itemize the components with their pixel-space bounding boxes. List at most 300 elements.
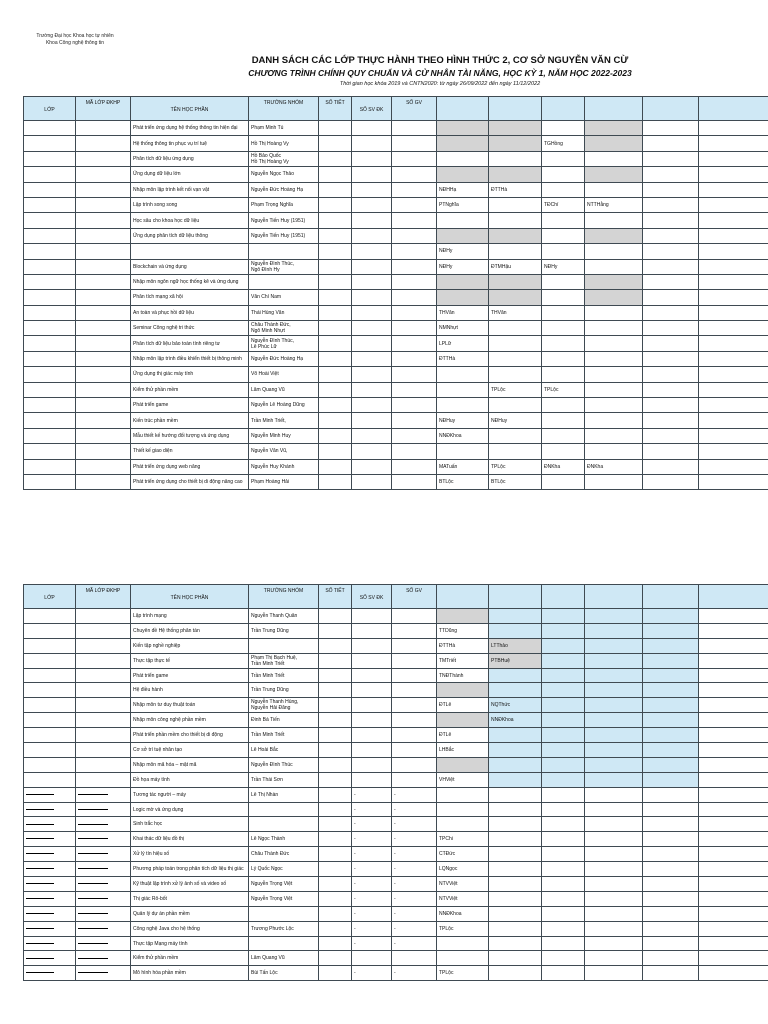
teacher-cell [542,428,585,443]
leader-cell: Nguyễn Thanh Quân [249,609,319,624]
teacher-cell [699,832,768,847]
class-code-cell [76,197,131,212]
students-cell [352,668,392,683]
table-row [24,653,768,668]
periods-cell [319,459,352,474]
teacher-cell [437,936,489,951]
teachers-count-cell [392,459,437,474]
subject-cell: An toàn và phục hồi dữ liệu [131,305,249,320]
class-code-cell [76,182,131,197]
periods-cell [319,121,352,136]
table-row [24,413,768,428]
table-row [24,757,768,772]
teachers-count-cell [392,305,437,320]
periods-cell [319,847,352,862]
teacher-cell [643,382,699,397]
class-cell [24,787,76,802]
teacher-cell [699,244,768,259]
header-gv-col [437,97,489,121]
teachers-count-cell: - [392,862,437,877]
students-cell: - [352,862,392,877]
table-row [24,623,768,638]
teacher-cell [437,951,489,966]
table-row [24,428,768,443]
teacher-cell [542,698,585,713]
teacher-cell [643,428,699,443]
subject-cell: Phát triển ứng dụng cho thiết bị di động nâng cao [131,474,249,489]
leader-cell [249,274,319,289]
teacher-cell [489,787,542,802]
table-row [24,474,768,489]
teacher-cell [437,713,489,728]
teacher-cell [437,444,489,459]
teacher-cell: NQThức [489,698,542,713]
teachers-count-cell [392,638,437,653]
teacher-cell [643,413,699,428]
teacher-cell [542,623,585,638]
subject-cell: Kiến tập nghề nghiệp [131,638,249,653]
class-code-cell [76,921,131,936]
teacher-cell: ĐTTHà [437,351,489,366]
periods-cell [319,921,352,936]
teacher-cell: NĐHy [437,244,489,259]
teacher-cell: ĐNKha [585,459,643,474]
teacher-cell [643,832,699,847]
teacher-cell [585,951,643,966]
teacher-cell [643,698,699,713]
teacher-cell [437,367,489,382]
students-cell [352,151,392,166]
header-note-col [699,585,768,609]
class-code-cell [76,668,131,683]
leader-cell: Nguyễn Huy Khánh [249,459,319,474]
table-row [24,274,768,289]
teacher-cell: TPLộc [437,966,489,981]
table-row [24,151,768,166]
class-code-cell [76,951,131,966]
students-cell [352,683,392,698]
teacher-cell [542,638,585,653]
teacher-cell [699,228,768,243]
teacher-cell: NĐHuy [489,413,542,428]
teacher-cell [643,228,699,243]
students-cell: - [352,847,392,862]
class-cell [24,367,76,382]
class-cell [24,877,76,892]
subject-cell: Hệ điều hành [131,683,249,698]
leader-cell [249,936,319,951]
table-row [24,244,768,259]
table-row [24,891,768,906]
periods-cell [319,802,352,817]
teacher-cell [585,832,643,847]
teacher-cell [585,817,643,832]
students-cell [352,259,392,274]
leader-cell: Trần Trung Dũng [249,623,319,638]
teacher-cell [699,167,768,182]
table-row [24,305,768,320]
teacher-cell [643,336,699,351]
teachers-count-cell: - [392,936,437,951]
leader-cell: Võ Hoài Việt [249,367,319,382]
teacher-cell [489,244,542,259]
teacher-cell [585,228,643,243]
teachers-count-cell [392,474,437,489]
subject-cell: Sinh trắc học [131,817,249,832]
teacher-cell [643,653,699,668]
header-gv-col [643,97,699,121]
students-cell [352,713,392,728]
teacher-cell: ĐTTHà [437,638,489,653]
class-code-cell [76,743,131,758]
subject-cell: Phát triển game [131,668,249,683]
class-code-cell [76,459,131,474]
class-code-cell [76,698,131,713]
table-row [24,772,768,787]
class-cell [24,228,76,243]
students-cell: - [352,817,392,832]
subject-cell: Thực tập thực tế [131,653,249,668]
teacher-cell [699,802,768,817]
class-code-cell [76,638,131,653]
teacher-cell [643,638,699,653]
students-cell [352,244,392,259]
class-cell [24,259,76,274]
periods-cell [319,936,352,951]
leader-cell: Bùi Tấn Lộc [249,966,319,981]
header-teachers: SỐ GV [392,97,437,121]
class-cell [24,772,76,787]
subject-cell: Ứng dụng phân tích dữ liệu thông [131,228,249,243]
class-code-cell [76,787,131,802]
students-cell [352,228,392,243]
teacher-cell [585,698,643,713]
teacher-cell [699,398,768,413]
class-code-cell [76,244,131,259]
class-cell [24,197,76,212]
leader-cell: Nguyễn Đình Thúc [249,757,319,772]
subject-cell: Thực tập Mạng máy tính [131,936,249,951]
dash-mark [78,853,108,854]
teacher-cell [437,167,489,182]
class-code-cell [76,382,131,397]
teacher-cell [699,668,768,683]
table-row [24,817,768,832]
dash-mark [26,809,54,810]
class-code-cell [76,757,131,772]
subject-cell: Khai thác dữ liệu đồ thị [131,832,249,847]
class-cell [24,638,76,653]
students-cell [352,444,392,459]
teachers-count-cell [392,290,437,305]
teachers-count-cell [392,367,437,382]
teacher-cell: ĐTLê [437,728,489,743]
teacher-cell [585,413,643,428]
teachers-count-cell [392,228,437,243]
subject-cell: Chuyên đề Hệ thống phân tán [131,623,249,638]
teacher-cell: NTVViệt [437,891,489,906]
teacher-cell [489,321,542,336]
teacher-cell [542,862,585,877]
class-cell [24,891,76,906]
leader-cell [249,817,319,832]
periods-cell [319,336,352,351]
teacher-cell [643,259,699,274]
teachers-count-cell [392,167,437,182]
table-row [24,877,768,892]
teacher-cell [585,847,643,862]
teacher-cell [585,921,643,936]
teacher-cell: NĐHy [437,259,489,274]
document-schedule-note: Thời gian học khóa 2019 và CNTN2020: từ ngày 26/09/2022 đến ngày 11/12/2022 [339,81,541,87]
teacher-cell [437,757,489,772]
class-code-cell [76,274,131,289]
teacher-cell [437,151,489,166]
periods-cell [319,213,352,228]
teachers-count-cell: - [392,921,437,936]
teacher-cell [585,213,643,228]
subject-cell: Kỹ thuật lập trình xử lý ảnh số và video số [131,877,249,892]
students-cell [352,728,392,743]
class-code-cell [76,623,131,638]
periods-cell [319,305,352,320]
dash-mark [78,928,108,929]
teacher-cell: VHViệt [437,772,489,787]
class-code-cell [76,906,131,921]
teacher-cell [585,474,643,489]
table-row [24,951,768,966]
teacher-cell [542,213,585,228]
teacher-cell [699,321,768,336]
teacher-cell: TNĐThành [437,668,489,683]
teacher-cell [699,367,768,382]
class-code-cell [76,817,131,832]
table-row [24,906,768,921]
dash-mark [26,794,54,795]
class-cell [24,832,76,847]
teacher-cell [542,228,585,243]
teacher-cell [489,367,542,382]
class-cell [24,213,76,228]
header-gv-col [643,585,699,609]
leader-cell: Trần Minh Triết [249,728,319,743]
table-row [24,728,768,743]
teacher-cell [489,966,542,981]
class-cell [24,459,76,474]
teacher-cell [542,290,585,305]
teacher-cell [542,802,585,817]
teacher-cell [437,817,489,832]
teacher-cell [585,638,643,653]
class-code-cell [76,413,131,428]
periods-cell [319,668,352,683]
teacher-cell [542,398,585,413]
header-periods: SỐ TIẾT [319,97,352,121]
students-cell [352,951,392,966]
periods-cell [319,290,352,305]
teacher-cell [542,351,585,366]
leader-cell: Lê Thị Nhàn [249,787,319,802]
teacher-cell: NNĐKhoa [437,428,489,443]
students-cell [352,197,392,212]
teacher-cell: NĐHHạ [437,182,489,197]
teacher-cell [489,877,542,892]
teacher-cell [585,290,643,305]
students-cell [352,638,392,653]
teacher-cell [643,151,699,166]
teacher-cell [489,428,542,443]
teacher-cell [489,213,542,228]
dash-mark [78,809,108,810]
teacher-cell [542,609,585,624]
teacher-cell [437,802,489,817]
subject-cell: Phương pháp toán trong phân tích dữ liệu thị giác [131,862,249,877]
teacher-cell [542,305,585,320]
students-cell [352,623,392,638]
class-cell [24,862,76,877]
subject-cell: Mẫu thiết kế hướng đối tượng và ứng dụng [131,428,249,443]
leader-cell: Nguyễn Trọng Việt [249,891,319,906]
class-cell [24,936,76,951]
dash-mark [26,943,54,944]
teacher-cell [643,921,699,936]
teacher-cell [542,787,585,802]
leader-cell [249,802,319,817]
class-code-cell [76,891,131,906]
teachers-count-cell [392,772,437,787]
teacher-cell: PTNghĩa [437,197,489,212]
leader-cell: Trương Phước Lộc [249,921,319,936]
teacher-cell [643,772,699,787]
class-code-cell [76,336,131,351]
teacher-cell [699,305,768,320]
table-row [24,367,768,382]
class-code-cell [76,398,131,413]
teachers-count-cell [392,351,437,366]
teacher-cell [643,668,699,683]
students-cell [352,121,392,136]
teacher-cell [699,698,768,713]
students-cell: - [352,921,392,936]
teachers-count-cell [392,623,437,638]
document-subtitle: CHƯƠNG TRÌNH CHÍNH QUY CHUẨN VÀ CỬ NHÂN TÀI NĂNG, HỌC KỲ 1, NĂM HỌC 2022-2023 [248,68,632,78]
teachers-count-cell [392,244,437,259]
header-class-code: MÃ LỚP ĐKHP [76,97,131,121]
periods-cell [319,743,352,758]
class-cell [24,847,76,862]
class-code-cell [76,444,131,459]
class-cell [24,274,76,289]
class-cell [24,906,76,921]
students-cell [352,136,392,151]
teacher-cell: CTĐức [437,847,489,862]
periods-cell [319,951,352,966]
subject-cell: Nhập môn ngôn ngữ học thống kê và ứng dụng [131,274,249,289]
leader-cell: Phạm Minh Tú [249,121,319,136]
periods-cell [319,623,352,638]
teacher-cell: BTLộc [437,474,489,489]
table-row [24,713,768,728]
table-row [24,444,768,459]
teacher-cell [585,966,643,981]
teachers-count-cell: - [392,817,437,832]
teacher-cell [699,743,768,758]
teacher-cell [699,382,768,397]
teacher-cell [699,683,768,698]
table-row [24,398,768,413]
teacher-cell [699,906,768,921]
periods-cell [319,772,352,787]
subject-cell: Nhập môn lập trình kết nối vạn vật [131,182,249,197]
teacher-cell [585,668,643,683]
teacher-cell [643,728,699,743]
header-class: LỚP [24,97,76,121]
teacher-cell [643,683,699,698]
class-code-cell [76,290,131,305]
table-row [24,290,768,305]
table-row [24,668,768,683]
teachers-count-cell [392,151,437,166]
teacher-cell: THVăn [437,305,489,320]
teacher-cell [699,772,768,787]
teacher-cell [489,351,542,366]
subject-cell: Mô hình hóa phần mềm [131,966,249,981]
subject-cell: Cơ sở trí tuệ nhân tạo [131,743,249,758]
teachers-count-cell: - [392,802,437,817]
teacher-cell [489,817,542,832]
header-class: LỚP [24,585,76,609]
dash-mark [26,972,54,973]
teacher-cell [585,906,643,921]
table-row [24,966,768,981]
class-cell [24,290,76,305]
class-code-cell [76,877,131,892]
teacher-cell: NNĐKhoa [489,713,542,728]
periods-cell [319,787,352,802]
teacher-cell [585,802,643,817]
class-table-1 [23,96,768,490]
header-group-leader: TRƯỞNG NHÓM [249,97,319,121]
subject-cell: Kiểm thử phần mềm [131,382,249,397]
students-cell [352,182,392,197]
class-code-cell [76,351,131,366]
teacher-cell [585,444,643,459]
teacher-cell [489,743,542,758]
teacher-cell [699,817,768,832]
subject-cell: Nhập môn tư duy thuật toán [131,698,249,713]
teachers-count-cell [392,728,437,743]
subject-cell: Thị giác Rô-bốt [131,891,249,906]
teacher-cell [489,398,542,413]
teacher-cell [489,728,542,743]
teacher-cell: THVăn [489,305,542,320]
leader-cell: Phạm Hoàng Hải [249,474,319,489]
class-cell [24,921,76,936]
teacher-cell [699,847,768,862]
teacher-cell [643,136,699,151]
leader-cell: Lê Hoài Bắc [249,743,319,758]
class-cell [24,444,76,459]
teacher-cell: ĐTTHà [489,182,542,197]
periods-cell [319,757,352,772]
teacher-cell: PTBHuệ [489,653,542,668]
teacher-cell [643,906,699,921]
teacher-cell [643,474,699,489]
teacher-cell [699,121,768,136]
teacher-cell [489,891,542,906]
leader-cell: Nguyễn Tiến Huy (1951) [249,213,319,228]
periods-cell [319,966,352,981]
